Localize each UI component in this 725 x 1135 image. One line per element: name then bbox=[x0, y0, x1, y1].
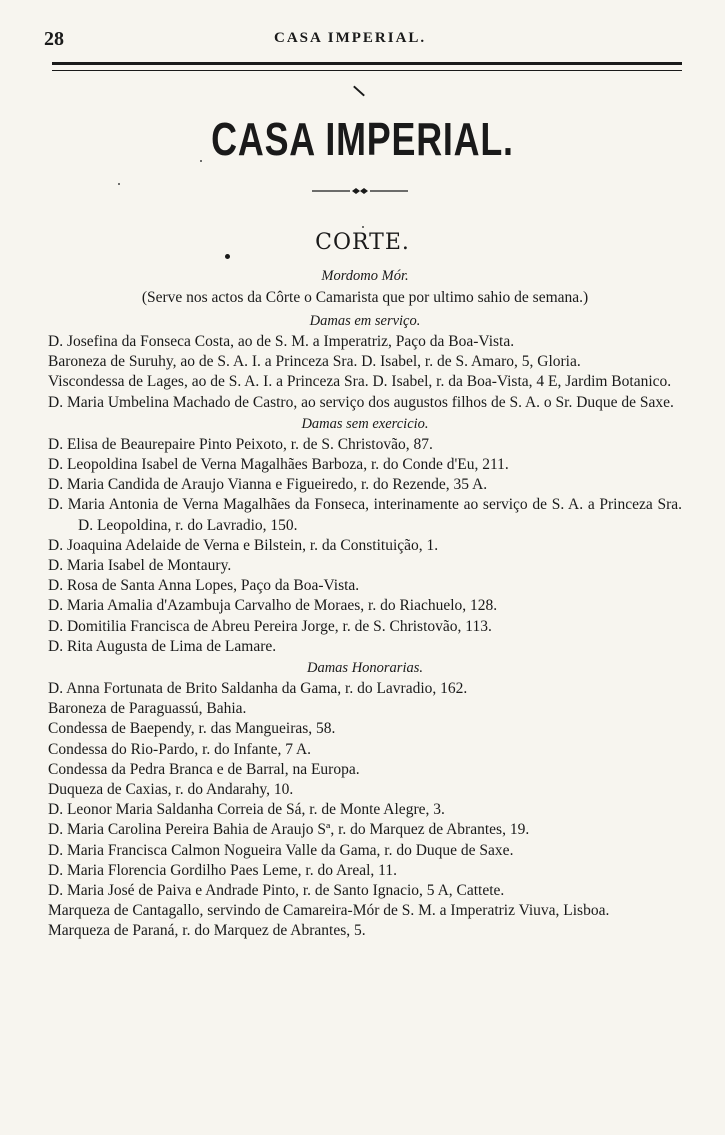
list-item: D. Domitilia Francisca de Abreu Pereira Jorge, r. de S. Christovão, 113. bbox=[48, 617, 492, 635]
list-item: Baroneza de Suruhy, ao de S. A. I. a Princeza Sra. D. Isabel, r. de S. Amaro, 5, Gloria. bbox=[48, 353, 581, 371]
list-item: D. Josefina da Fonseca Costa, ao de S. M. a Imperatriz, Paço da Boa-Vista. bbox=[48, 333, 515, 350]
list-item: D. Maria José de Paiva e Andrade Pinto, r. de Santo Ignacio, 5 A, Cattete. bbox=[48, 882, 505, 900]
page-number: 28 bbox=[44, 28, 64, 50]
list-item: D. Anna Fortunata de Brito Saldanha da Gama, r. do Lavradio, 162. bbox=[48, 680, 468, 698]
list-item: D. Maria Carolina Pereira Bahia de Araujo Sª, r. do Marquez de Abrantes, 19. bbox=[48, 821, 530, 839]
list-item: Baroneza de Paraguassú, Bahia. bbox=[48, 700, 247, 718]
service-note: (Serve nos actos da Côrte o Camarista que por ultimo sahio de semana.) bbox=[141, 289, 589, 306]
list-item: D. Leopoldina Isabel de Verna Magalhães Barboza, r. do Conde d'Eu, 211. bbox=[48, 456, 509, 474]
list-item: Marqueza de Cantagallo, servindo de Camareira-Mór de S. M. a Imperatriz Viuva, Lisboa. bbox=[48, 902, 610, 920]
list-item: D. Elisa de Beaurepaire Pinto Peixoto, r. de S. Christovão, 87. bbox=[48, 435, 433, 453]
list-damas-honorarias bbox=[48, 679, 682, 942]
list-item: D. Maria Francisca Calmon Nogueira Valle da Gama, r. do Duque de Saxe. bbox=[48, 841, 514, 859]
ornament-divider bbox=[310, 186, 410, 196]
list-item: D. Maria Antonia de Verna Magalhães da Fonseca, interinamente ao serviço de S. A. a Princeza Sra. D. Leopoldina, r. do Lavradio, 150. bbox=[48, 496, 682, 534]
list-item: D. Rosa de Santa Anna Lopes, Paço da Boa-Vista. bbox=[48, 577, 360, 595]
list-item: D. Maria Amalia d'Azambuja Carvalho de Moraes, r. do Riachuelo, 128. bbox=[48, 597, 498, 615]
content bbox=[48, 265, 682, 942]
section-title: CORTE. bbox=[315, 230, 410, 255]
list-item: D. Rita Augusta de Lima de Lamare. bbox=[48, 637, 277, 655]
ink-speck bbox=[200, 160, 202, 162]
page-header bbox=[44, 28, 691, 52]
header-rule-thick bbox=[52, 62, 682, 65]
list-item: Viscondessa de Lages, ao de S. A. I. a Princeza Sra. D. Isabel, r. da Boa-Vista, 4 E, Jardim Botanico. bbox=[48, 373, 672, 391]
header-rule-thin bbox=[52, 70, 682, 71]
ink-speck bbox=[362, 226, 364, 228]
ink-speck bbox=[118, 183, 120, 185]
list-item: D. Maria Isabel de Montaury. bbox=[48, 557, 232, 575]
subhead-damas-sem-exercicio: Damas sem exercicio. bbox=[301, 415, 429, 432]
list-item: Condessa do Rio-Pardo, r. do Infante, 7 A. bbox=[48, 740, 312, 758]
ink-mark bbox=[353, 86, 365, 97]
subhead-damas-honorarias: Damas Honorarias. bbox=[306, 660, 423, 677]
subhead-damas-em-servico: Damas em serviço. bbox=[309, 313, 421, 329]
list-item: D. Leonor Maria Saldanha Correia de Sá, r. de Monte Alegre, 3. bbox=[48, 801, 445, 819]
running-head: CASA IMPERIAL. bbox=[274, 30, 427, 46]
list-damas-em-servico bbox=[48, 332, 682, 413]
list-item: D. Joaquina Adelaide de Verna e Bilstein, r. da Constituição, 1. bbox=[48, 536, 439, 554]
list-item: Condessa da Pedra Branca e de Barral, na Europa. bbox=[48, 760, 360, 778]
list-item: D. Maria Candida de Araujo Vianna e Figueiredo, r. do Rezende, 35 A. bbox=[48, 476, 488, 494]
page-title: CASA IMPERIAL. bbox=[211, 113, 514, 165]
subhead-mordomo: Mordomo Mór. bbox=[321, 268, 409, 284]
list-item: D. Maria Florencia Gordilho Paes Leme, r. do Areal, 11. bbox=[48, 861, 397, 879]
list-item: Marqueza de Paraná, r. do Marquez de Abrantes, 5. bbox=[48, 922, 366, 940]
list-damas-sem-exercicio bbox=[48, 435, 682, 657]
list-item: D. Maria Umbelina Machado de Castro, ao serviço dos augustos filhos de S. A. o Sr. Duque de Saxe. bbox=[48, 393, 674, 411]
list-item: Condessa de Baependy, r. das Mangueiras, 58. bbox=[48, 720, 336, 738]
list-item: Duqueza de Caxias, r. do Andarahy, 10. bbox=[48, 781, 294, 799]
